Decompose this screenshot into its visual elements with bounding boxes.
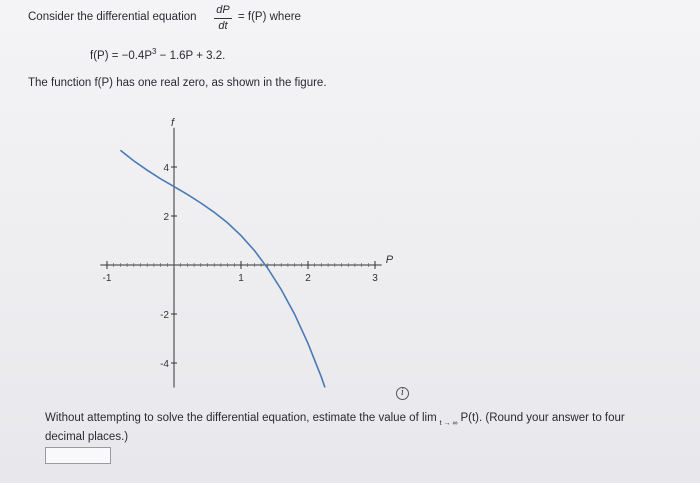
fraction-bar bbox=[214, 18, 232, 19]
info-icon[interactable]: i bbox=[396, 387, 409, 400]
x-tick-label: 1 bbox=[238, 273, 244, 284]
function-plot bbox=[90, 100, 410, 400]
intro-suffix: = f(P) where bbox=[238, 11, 301, 23]
x-axis-label: P bbox=[385, 254, 394, 266]
x-tick-label: -1 bbox=[102, 273, 112, 284]
axis-ticks bbox=[103, 163, 379, 370]
zero-statement: The function f(P) has one real zero, as shown in the figure. bbox=[28, 77, 327, 89]
limit-subscript: t → ∞ bbox=[439, 420, 458, 427]
equation-exponent: 3 bbox=[152, 47, 157, 56]
question-text-cont: decimal places.) bbox=[45, 431, 129, 443]
derivative-fraction bbox=[214, 4, 232, 33]
y-tick-label: -2 bbox=[160, 310, 169, 321]
equation-prefix: f(P) = −0.4P bbox=[90, 49, 153, 62]
y-tick-label: 4 bbox=[163, 163, 169, 174]
x-tick-label: 2 bbox=[305, 273, 311, 284]
question-text bbox=[45, 412, 625, 427]
question-part-a: Without attempting to solve the differential equation, estimate the value of lim bbox=[45, 412, 437, 424]
derivative-denominator: dt bbox=[218, 20, 228, 32]
y-tick-label: -4 bbox=[160, 359, 169, 370]
y-tick-label: 2 bbox=[163, 212, 169, 223]
equation-suffix: − 1.6P + 3.2. bbox=[156, 49, 226, 62]
function-curve bbox=[120, 150, 334, 400]
derivative-numerator: dP bbox=[216, 4, 230, 16]
y-axis-label: f bbox=[171, 116, 175, 129]
answer-input[interactable] bbox=[45, 447, 111, 464]
intro-text: Consider the differential equation bbox=[28, 11, 197, 23]
equation bbox=[90, 47, 225, 62]
x-tick-label: 3 bbox=[372, 273, 378, 284]
question-part-b: P(t). (Round your answer to four bbox=[460, 412, 625, 424]
